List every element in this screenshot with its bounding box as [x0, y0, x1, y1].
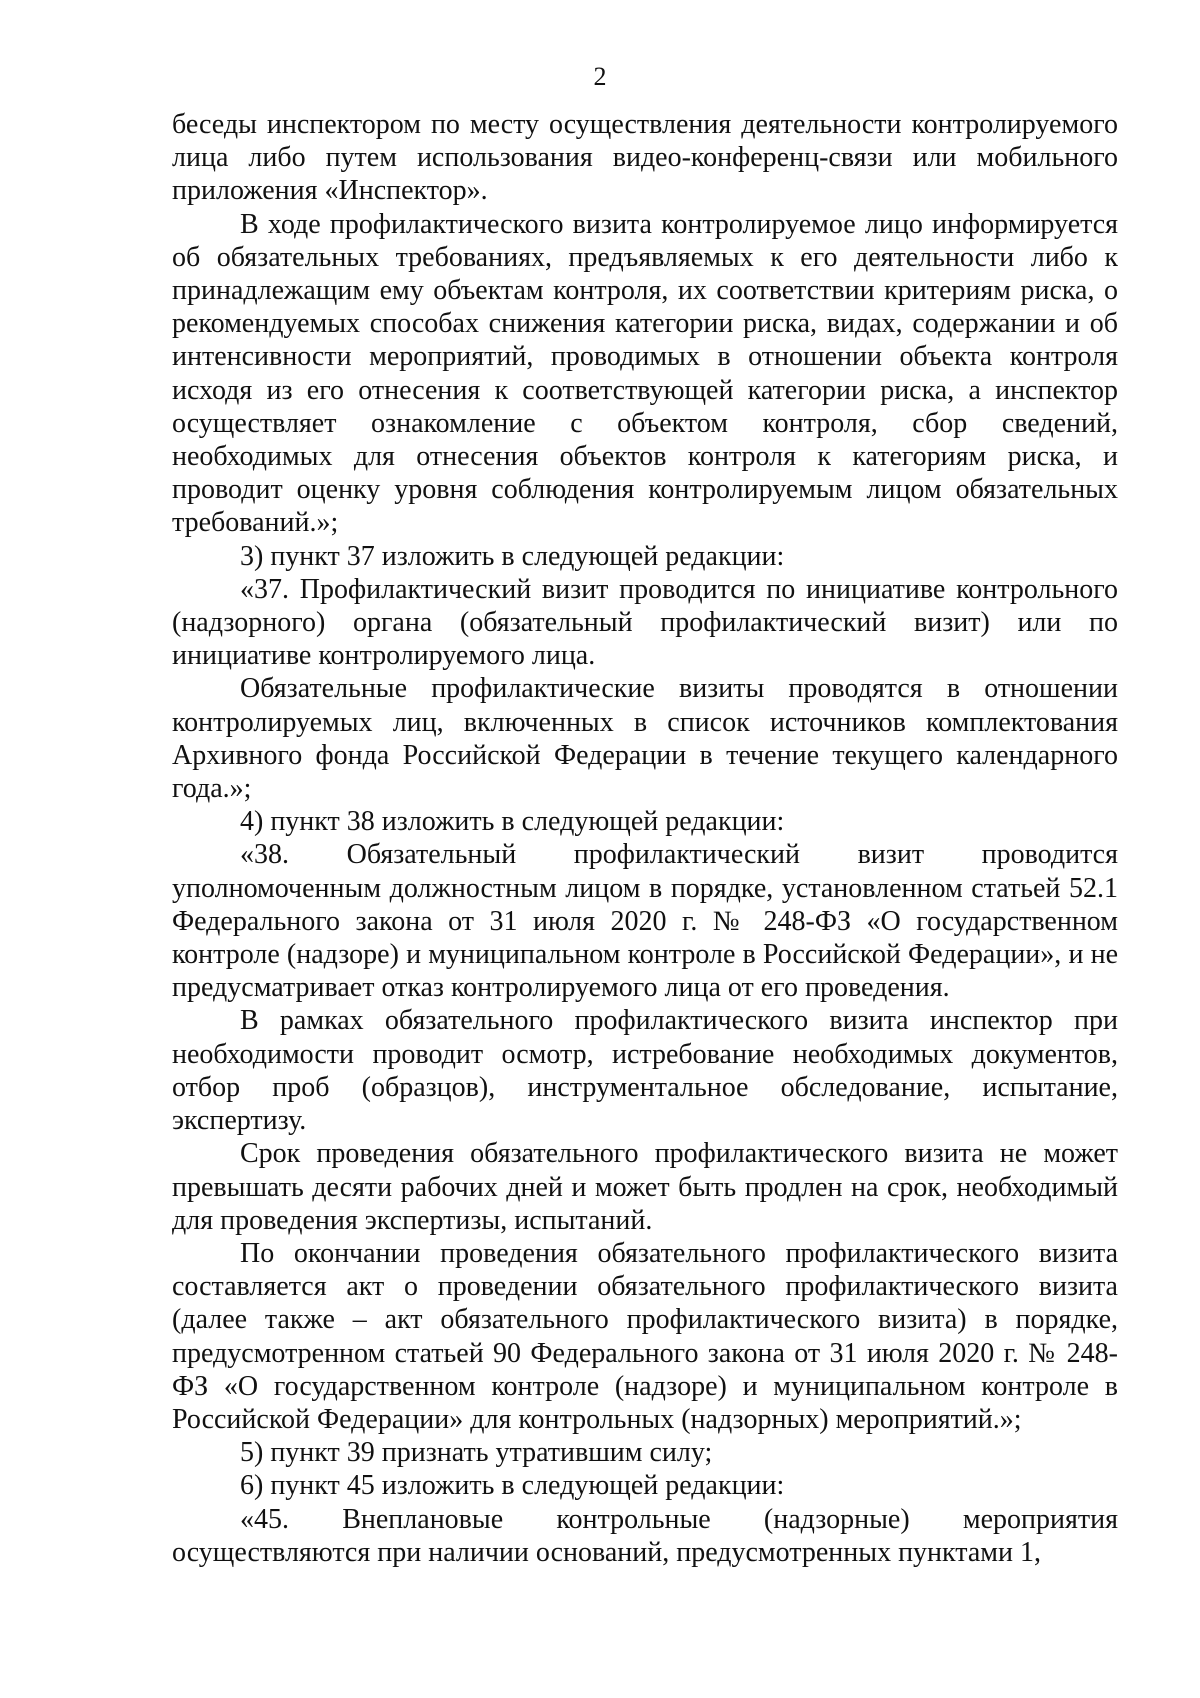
paragraph-inspection-scope: В рамках обязательного профилактического визита инспектор при необходимости проводит осмотр, истребование необходимых документов, отбор проб (образцов), инструментальное обследование, испытание, экспертизу.: [172, 1005, 1118, 1137]
paragraph-visit-information: В ходе профилактического визита контролируемое лицо информируется об обязательных требованиях, предъявляемых к его деятельности либо к принадлежащим ему объектам контроля, их соответствии критериям риска, о рекомендуемых способах снижения категории риска, видах, содержании и об интенсивности мероприятий, проводимых в отношении объекта контроля исходя из его отнесения к соответствующей категории риска, а инспектор осуществляет ознакомление с объектом контроля, сбор сведений, необходимых для отнесения объектов контроля к категориям риска, и проводит оценку уровня соблюдения контролируемым лицом обязательных требований.»;: [172, 208, 1118, 539]
paragraph-item-3: 3) пункт 37 изложить в следующей редакции:: [240, 540, 785, 572]
paragraph-item-5: 5) пункт 39 признать утратившим силу;: [240, 1437, 713, 1469]
page-number: 2: [593, 62, 607, 91]
paragraph-item-4: 4) пункт 38 изложить в следующей редакции:: [240, 806, 785, 838]
paragraph-point-38: «38. Обязательный профилактический визит проводится уполномоченным должностным лицом в порядке, установленном статьей 52.1 Федерального закона от 31 июля 2020 г. № 248-ФЗ «О государственном контроле (надзоре) и муниципальном контроле в Российской Федерации», и не предусматривает отказ контролируемого лица от его проведения.: [172, 839, 1118, 1004]
paragraph-continuation: беседы инспектором по месту осуществления деятельности контролируемого лица либо путем использования видео-конференц-связи или мобильного приложения «Инспектор».: [172, 109, 1118, 207]
paragraph-point-45: «45. Внеплановые контрольные (надзорные) мероприятия осуществляются при наличии оснований, предусмотренных пунктами 1,: [172, 1503, 1118, 1568]
paragraph-point-37: «37. Профилактический визит проводится по инициативе контрольного (надзорного) органа (обязательный профилактический визит) или по инициативе контролируемого лица.: [172, 573, 1118, 672]
paragraph-item-6: 6) пункт 45 изложить в следующей редакции:: [240, 1470, 785, 1502]
paragraph-visit-act: По окончании проведения обязательного профилактического визита составляется акт о проведении обязательного профилактического визита (далее также – акт обязательного профилактического визита) в порядке, предусмотренном статьей 90 Федерального закона от 31 июля 2020 г. № 248-ФЗ «О государственном контроле (надзоре) и муниципальном контроле в Российской Федерации» для контрольных (надзорных) мероприятий.»;: [172, 1237, 1118, 1435]
paragraph-mandatory-visits: Обязательные профилактические визиты проводятся в отношении контролируемых лиц, включенных в список источников комплектования Архивного фонда Российской Федерации в течение текущего календарного года.»;: [172, 673, 1118, 805]
paragraph-visit-duration: Срок проведения обязательного профилактического визита не может превышать десяти рабочих дней и может быть продлен на срок, необходимый для проведения экспертизы, испытаний.: [172, 1138, 1118, 1236]
document-body: [172, 108, 1118, 1569]
